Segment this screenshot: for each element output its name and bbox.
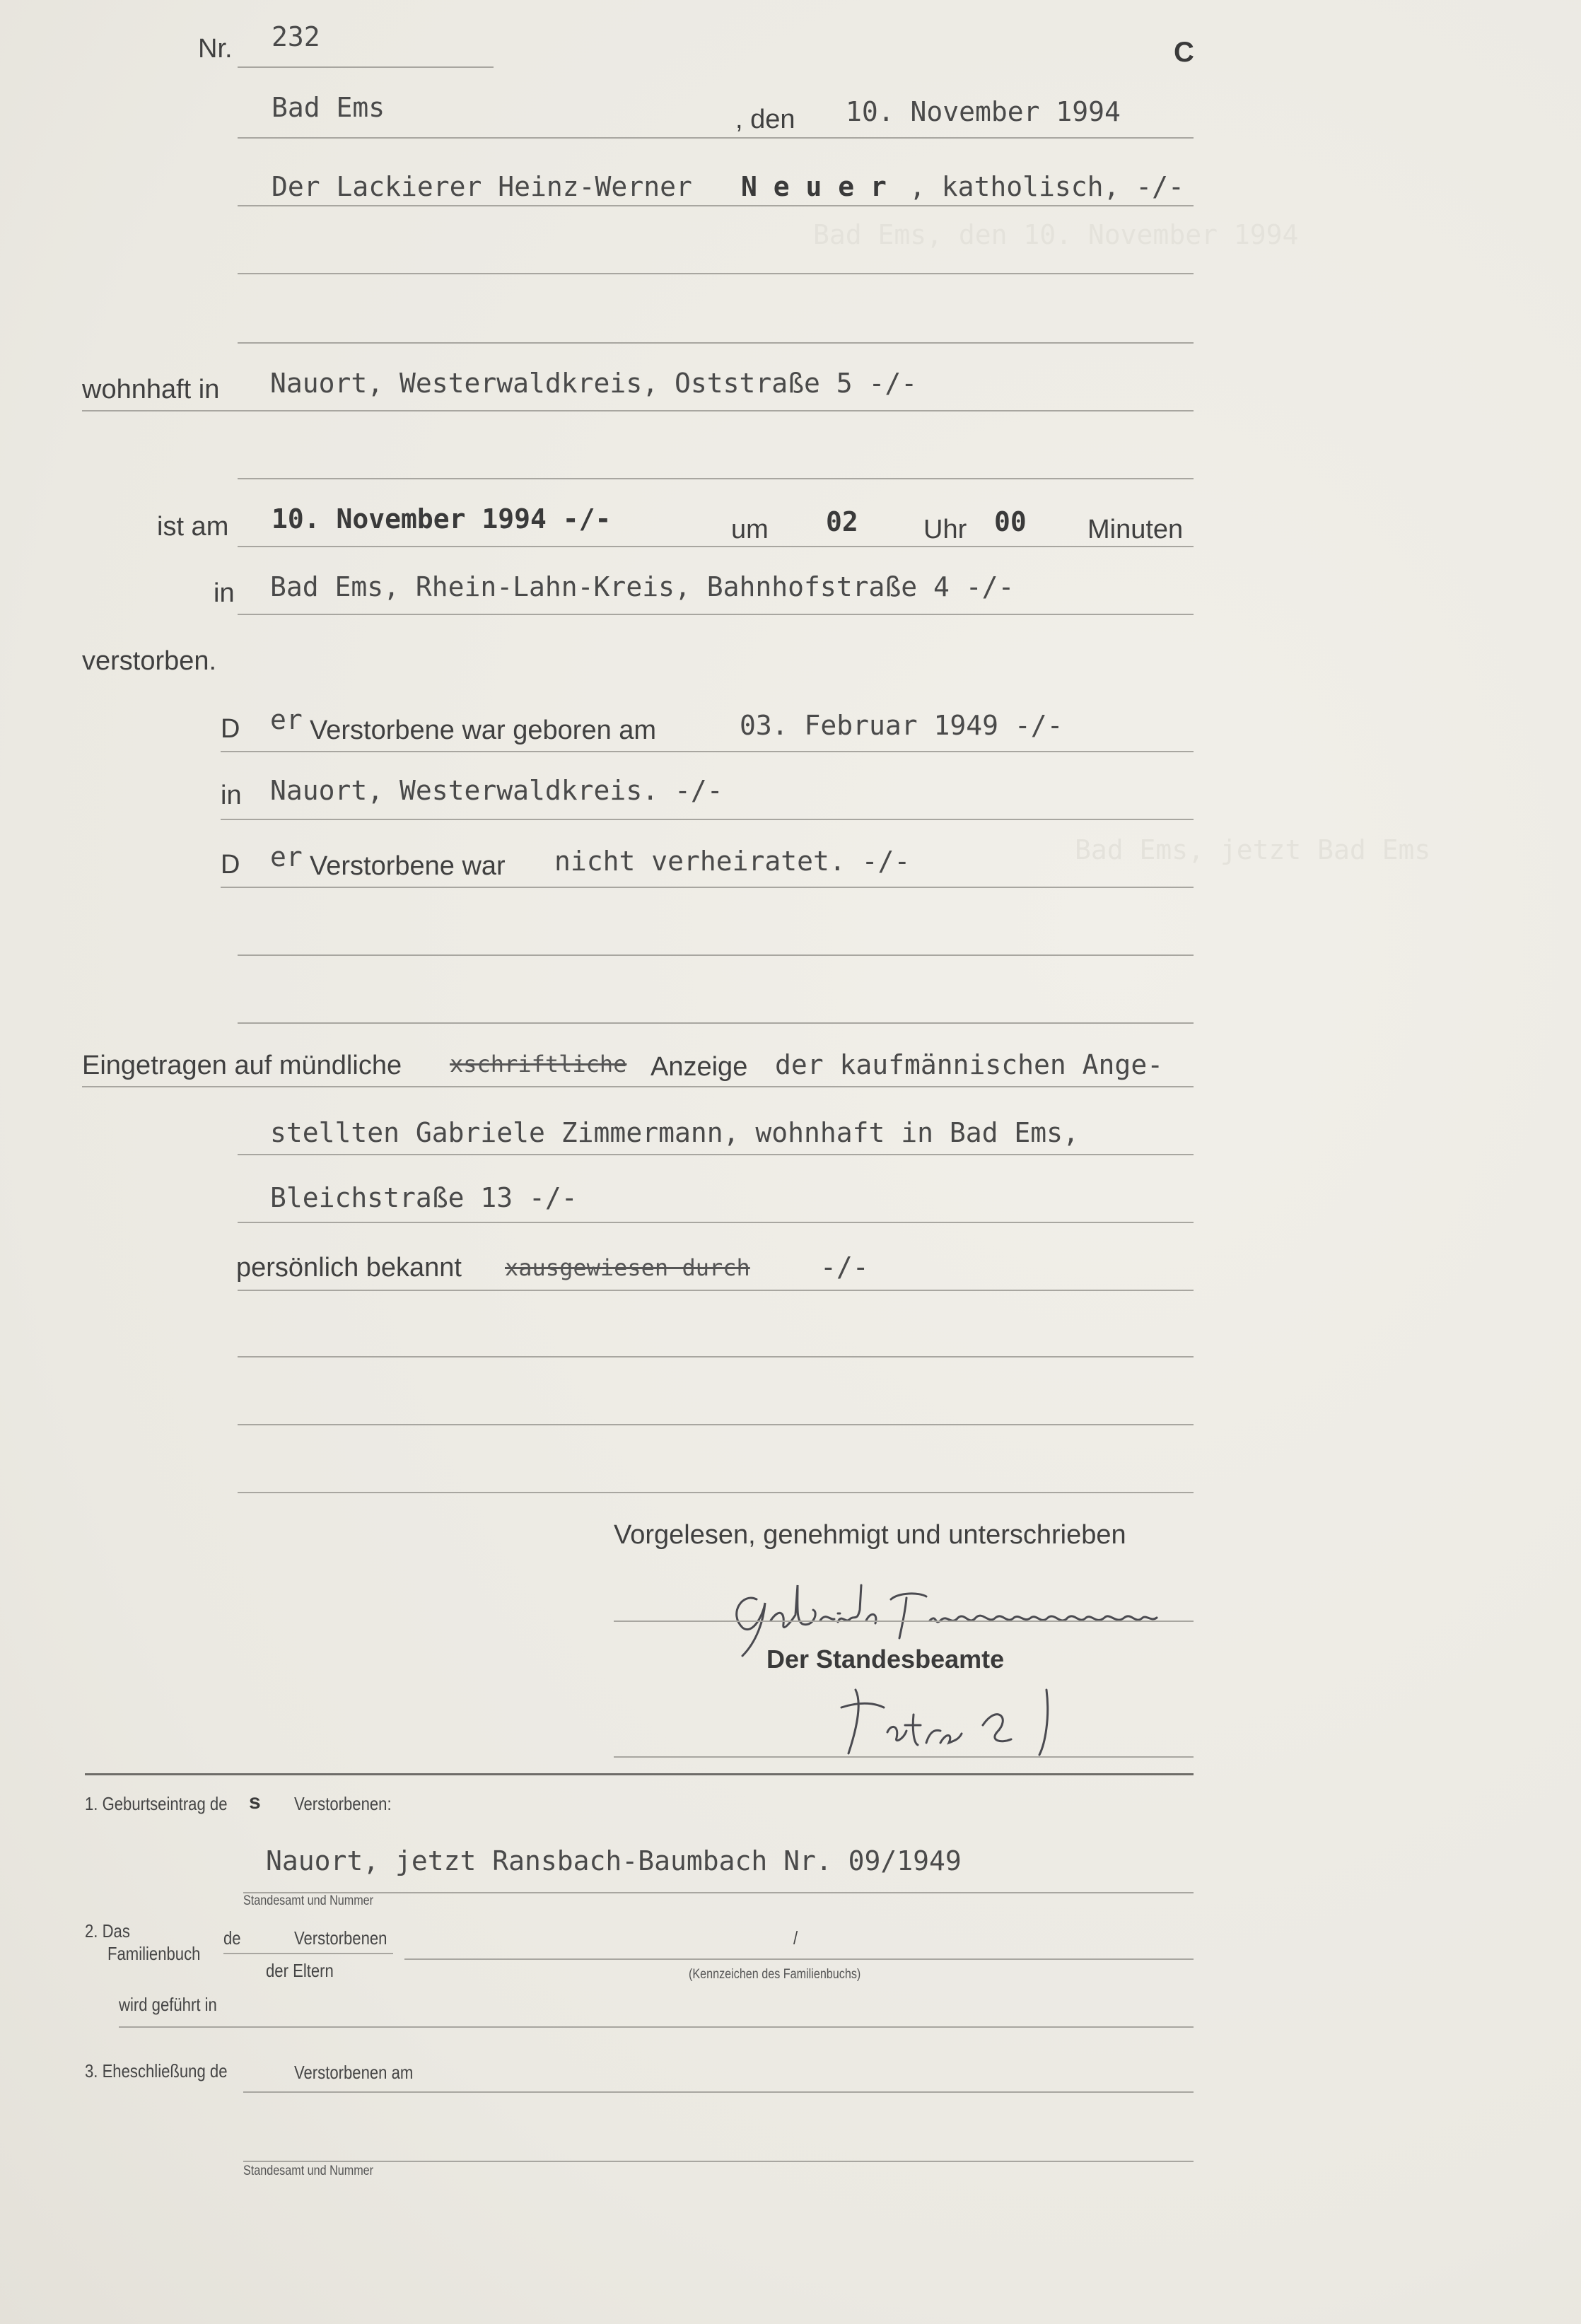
registration-struck: xschriftliche: [450, 1051, 627, 1078]
rule: [223, 1953, 393, 1954]
rule: [238, 342, 1194, 344]
rule: [119, 2026, 1194, 2028]
uhr-label: Uhr: [923, 515, 967, 544]
item1-label: 1. Geburtseintrag de: [85, 1793, 228, 1814]
verstorben-label: verstorben.: [82, 646, 217, 676]
item2-caption: (Kennzeichen des Familienbuchs): [689, 1967, 861, 1982]
rule: [238, 954, 1194, 956]
nr-label: Nr.: [198, 34, 233, 64]
footer-divider: [85, 1773, 1194, 1775]
form-code: C: [1174, 37, 1194, 68]
item3-caption: Standesamt und Nummer: [243, 2164, 374, 2178]
official-signature: [834, 1676, 1131, 1768]
rule: [238, 1290, 1194, 1291]
item2-slash: /: [793, 1927, 798, 1949]
rule: [243, 2161, 1194, 2162]
item2-de: de: [223, 1927, 241, 1949]
birth-entry-reference: Nauort, jetzt Ransbach-Baumbach Nr. 09/1949: [266, 1845, 962, 1876]
show-through-text: Bad Ems, jetzt Bad Ems: [1075, 834, 1431, 865]
rule: [221, 751, 1194, 752]
birth-date: 03. Februar 1949 -/-: [740, 710, 1063, 741]
marital-status: nicht verheiratet. -/-: [554, 846, 911, 877]
rule: [238, 1492, 1194, 1493]
rule: [243, 1892, 1194, 1893]
item1-insert: s: [249, 1790, 261, 1814]
rule: [82, 410, 1194, 411]
rule: [238, 1022, 1194, 1024]
birth-place-label: in: [221, 781, 242, 810]
death-place-label: in: [214, 578, 235, 608]
item2-where: wird geführt in: [119, 1994, 217, 2015]
rule: [614, 1756, 1194, 1758]
rule: [238, 1356, 1194, 1357]
rule: [404, 1958, 1194, 1960]
rule: [238, 1222, 1194, 1223]
item2-option-deceased: Verstorbenen: [294, 1927, 387, 1949]
informant-line2: stellten Gabriele Zimmermann, wohnhaft in Bad Ems,: [270, 1117, 1079, 1148]
rule: [238, 205, 1194, 206]
den-label: , den: [735, 105, 795, 134]
item1-caption: Standesamt und Nummer: [243, 1893, 374, 1908]
death-place: Bad Ems, Rhein-Lahn-Kreis, Bahnhofstraße 4 -/-: [270, 571, 1015, 602]
rule: [238, 478, 1194, 479]
item3-label: 3. Eheschließung de: [85, 2060, 228, 2081]
item2-number: 2. Das: [85, 1920, 130, 1941]
known-label: persönlich bekannt: [236, 1253, 462, 1283]
deceased-occupation-name: Der Lackierer Heinz-Werner: [272, 171, 692, 202]
register-number: 232: [272, 21, 320, 52]
informant-line3: Bleichstraße 13 -/-: [270, 1182, 578, 1213]
register-date: 10. November 1994: [846, 96, 1121, 127]
official-label: Der Standesbeamte: [766, 1645, 1005, 1674]
marital-label: Verstorbene war: [310, 851, 506, 881]
item2-label: Familienbuch: [107, 1943, 201, 1964]
rule: [238, 137, 1194, 139]
rule: [238, 273, 1194, 274]
item1-suffix: Verstorbenen:: [294, 1793, 392, 1814]
rule: [238, 546, 1194, 547]
er-insert: er: [270, 841, 303, 872]
anzeige-label: Anzeige: [651, 1052, 748, 1082]
rule: [238, 1154, 1194, 1155]
um-label: um: [731, 515, 769, 544]
registration-label: Eingetragen auf mündliche: [82, 1051, 402, 1080]
read-approved-label: Vorgelesen, genehmigt und unterschrieben: [614, 1520, 1126, 1550]
minuten-label: Minuten: [1087, 515, 1184, 544]
known-end: -/-: [820, 1251, 869, 1283]
deceased-surname: N e u e r: [741, 171, 887, 202]
birth-label: Verstorbene war geboren am: [310, 716, 657, 745]
death-date: 10. November 1994 -/-: [272, 503, 612, 535]
rule: [238, 66, 494, 68]
informant-line1: der kaufmännischen Ange-: [775, 1049, 1164, 1080]
rule: [238, 614, 1194, 615]
residence-label: wohnhaft in: [82, 375, 220, 404]
show-through-text: Bad Ems, den 10. November 1994: [813, 219, 1299, 250]
register-place: Bad Ems: [272, 92, 385, 123]
rule: [221, 819, 1194, 820]
item3-suffix: Verstorbenen am: [294, 2062, 414, 2083]
deceased-religion: , katholisch, -/-: [909, 171, 1184, 202]
d-label: D: [221, 714, 240, 744]
death-minutes: 00: [994, 506, 1027, 537]
rule: [238, 1424, 1194, 1425]
item2-option-parents: der Eltern: [266, 1960, 334, 1981]
residence-value: Nauort, Westerwaldkreis, Oststraße 5 -/-: [270, 368, 918, 399]
rule: [243, 2091, 1194, 2093]
rule: [614, 1621, 1194, 1622]
death-date-label: ist am: [157, 512, 229, 542]
rule: [82, 1086, 1194, 1087]
known-struck: xausgewiesen durch: [505, 1254, 750, 1281]
d-label: D: [221, 850, 240, 880]
death-hour: 02: [826, 506, 858, 537]
birth-place: Nauort, Westerwaldkreis. -/-: [270, 775, 723, 806]
er-insert: er: [270, 704, 303, 735]
rule: [221, 887, 1194, 888]
